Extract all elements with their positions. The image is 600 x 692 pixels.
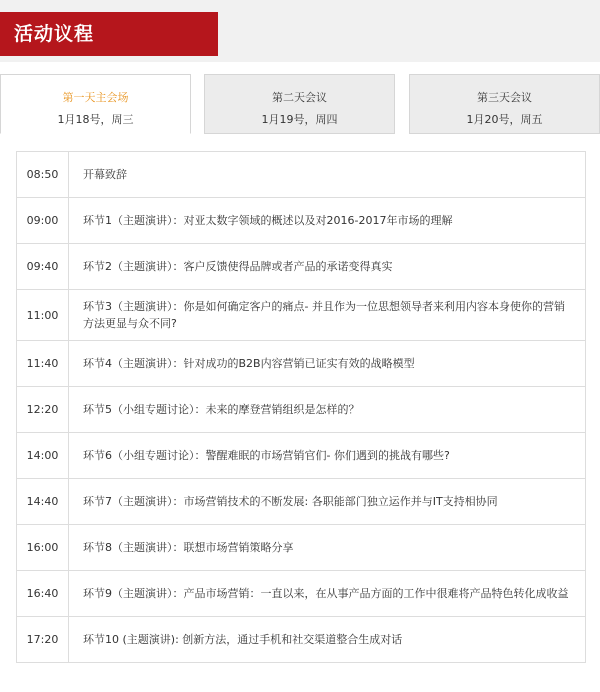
agenda-time: 16:40 [17,571,69,617]
agenda-row [17,152,586,198]
day-tabs [0,74,600,134]
agenda-time: 11:00 [17,290,69,341]
page-title: 活动议程 [0,12,218,56]
agenda-row [17,198,586,244]
tab-day-1[interactable] [0,74,191,134]
agenda-table [16,151,586,663]
agenda-session: 环节4（主题演讲）：针对成功的B2B内容营销已证实有效的战略模型 [69,341,586,387]
agenda-row [17,433,586,479]
agenda-row [17,571,586,617]
agenda-row [17,387,586,433]
agenda-session: 环节7（主题演讲）：市场营销技术的不断发展: 各职能部门独立运作并与IT支持相协同 [69,479,586,525]
agenda-time: 14:40 [17,479,69,525]
tab-day-2[interactable] [204,74,395,134]
agenda-session: 环节6（小组专题讨论）：警醒难眠的市场营销官们- 你们遇到的挑战有哪些? [69,433,586,479]
agenda-row [17,617,586,663]
tab-day-2-name: 第二天会议 [272,91,327,104]
agenda-row [17,525,586,571]
agenda-session: 环节8（主题演讲）：联想市场营销策略分享 [69,525,586,571]
agenda-time: 09:00 [17,198,69,244]
agenda-session: 环节10 (主题演讲): 创新方法，通过手机和社交渠道整合生成对话 [69,617,586,663]
agenda-row [17,290,586,341]
agenda-time: 11:40 [17,341,69,387]
agenda-session: 环节5（小组专题讨论）：未来的摩登营销组织是怎样的？ [69,387,586,433]
agenda-time: 14:00 [17,433,69,479]
tab-day-3-name: 第三天会议 [477,91,532,104]
agenda-row [17,341,586,387]
agenda-row [17,244,586,290]
agenda-session: 环节3（主题演讲）：你是如何确定客户的痛点- 并且作为一位思想领导者来利用内容本身使你的营销方法更显与众不同? [69,290,586,341]
agenda-session: 环节9（主题演讲）：产品市场营销：一直以来，在从事产品方面的工作中很难将产品特色转化成收益 [69,571,586,617]
tab-day-3[interactable] [409,74,600,134]
agenda-time: 17:20 [17,617,69,663]
agenda-time: 09:40 [17,244,69,290]
agenda-time: 08:50 [17,152,69,198]
agenda-row [17,479,586,525]
agenda-session: 开幕致辞 [69,152,586,198]
tab-day-2-date: 1月19号，周四 [261,113,338,126]
tab-day-1-date: 1月18号，周三 [57,113,134,126]
tab-day-1-name: 第一天主会场 [62,91,129,104]
agenda-time: 16:00 [17,525,69,571]
agenda-session: 环节1（主题演讲）：对亚太数字领域的概述以及对2016-2017年市场的理解 [69,198,586,244]
tab-day-3-date: 1月20号，周五 [466,113,543,126]
agenda-time: 12:20 [17,387,69,433]
agenda-session: 环节2（主题演讲）：客户反馈使得品牌或者产品的承诺变得真实 [69,244,586,290]
